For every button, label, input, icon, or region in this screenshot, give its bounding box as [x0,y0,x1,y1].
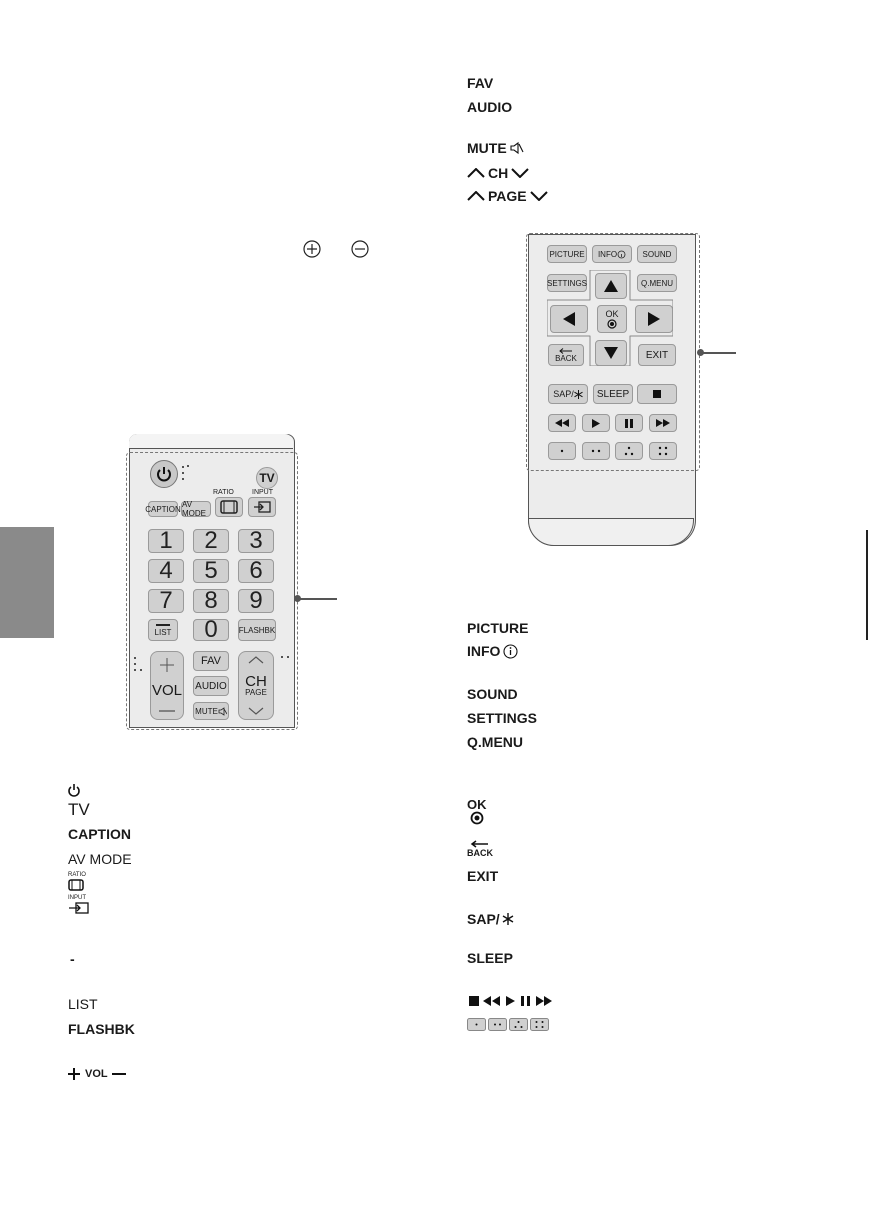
exit-button-label: EXIT [645,349,669,361]
legend-exit: EXIT [467,868,499,884]
dot-4-icon [531,1019,549,1031]
sleep-button-label: SLEEP [596,388,630,400]
input-label: INPUT [252,489,273,496]
legend-back [467,840,493,858]
fast-forward-icon [536,996,552,1006]
right-arrow-button[interactable] [635,305,673,333]
digit-8-button[interactable] [193,589,229,613]
legend-input-caption: INPUT [68,895,86,901]
ok-button[interactable] [597,305,627,333]
digit-2-label: 2 [204,527,218,554]
minus-icon [112,1072,126,1076]
legend-caption: CAPTION [68,826,131,842]
rewind-icon [555,419,569,427]
caption-button[interactable] [145,501,181,517]
dot-2-icon [489,1019,507,1031]
picture-button-label: PICTURE [549,249,585,259]
stop-icon [469,996,479,1006]
pause-icon [625,419,633,428]
speaker-mute-icon [510,141,524,155]
mute-button[interactable] [193,702,229,720]
back-button-label: BACK [555,353,577,363]
color-key-3[interactable] [615,442,643,460]
plus-icon [67,1067,81,1081]
settings-button-label: SETTINGS [547,278,588,288]
info-button[interactable] [592,245,632,263]
digit-5-button[interactable] [193,559,229,583]
chevron-up-icon [467,168,485,178]
legend-sleep: SLEEP [467,950,513,966]
down-arrow-button[interactable] [595,340,627,366]
power-icon [67,783,81,799]
color-key-1[interactable] [548,442,576,460]
digit-4-label: 4 [159,557,173,584]
rewind-button[interactable] [548,414,576,432]
color-key-4[interactable] [649,442,677,460]
chevron-down-icon [530,191,548,201]
dot-3-icon [510,1019,528,1031]
dots-indicator-icon [180,464,192,482]
audio-button[interactable] [193,676,229,696]
tv-button[interactable] [256,467,278,489]
legend-ok-label: OK [467,797,487,812]
volume-rocker[interactable] [150,651,184,720]
legend-flashbk: FLASHBK [68,1021,135,1037]
ratio-icon [68,879,84,891]
stop-icon [653,390,661,398]
ok-circle-icon [470,811,484,825]
channel-label: CH [245,673,267,690]
power-icon [155,465,173,483]
back-button[interactable] [548,344,584,366]
sap-button-label: SAP/ [553,389,574,399]
sound-button-label: SOUND [642,249,672,259]
digit-1-label: 1 [159,527,173,554]
picture-button[interactable] [547,245,587,263]
chevron-up-icon [467,191,485,201]
legend-qmenu: Q.MENU [467,734,523,750]
power-button[interactable] [150,460,178,488]
playback-icons-row [469,994,555,1008]
page-label: PAGE [245,688,267,697]
legend-picture: PICTURE [467,620,529,636]
up-arrow-button[interactable] [595,273,627,299]
info-circle-icon [503,644,518,659]
section-tab [0,527,54,638]
legend-ratio-caption: RATIO [68,872,86,878]
minus-circle-icon [350,239,370,259]
volume-down-icon [159,709,175,713]
legend-sound: SOUND [467,686,518,702]
up-arrow-icon [604,280,618,292]
dot-2-icon [590,447,602,455]
legend-sap [467,911,514,927]
mute-button-label: MUTE [195,706,218,716]
sap-button[interactable] [548,384,588,404]
chevron-down-icon [511,168,529,178]
legend-mute-label: MUTE [467,140,507,156]
legend-ok [467,798,487,825]
list-bar-icon [156,624,170,626]
page-edge-rule [866,530,868,640]
legend-settings: SETTINGS [467,710,538,726]
digit-8-label: 8 [204,587,218,614]
callout-dot [294,595,301,602]
asterisk-icon [502,913,514,925]
pause-button[interactable] [615,414,643,432]
plus-circle-icon [302,239,322,259]
play-icon [506,996,515,1006]
input-icon [68,902,90,914]
dot-3-icon [623,446,635,456]
input-icon [253,501,271,513]
speaker-mute-icon [218,707,227,716]
sleep-button[interactable] [593,384,633,404]
caption-button-label: CAPTION [145,504,181,514]
legend-mute [467,140,524,156]
left-arrow-icon [563,312,575,326]
audio-button-label: AUDIO [195,680,227,692]
digit-3-label: 3 [249,527,263,554]
volume-up-icon [160,658,174,672]
channel-rocker[interactable] [238,651,274,720]
digit-0-label: 0 [204,616,218,643]
digit-7-button[interactable] [148,589,184,613]
volume-label: VOL [151,682,182,699]
legend-page [467,188,548,204]
legend-tv: TV [68,800,90,819]
right-arrow-icon [648,312,660,326]
left-arrow-button[interactable] [550,305,588,333]
digit-9-label: 9 [249,587,263,614]
legend-page-label: PAGE [488,188,527,204]
ratio-label: RATIO [213,489,234,496]
legend-list: LIST [68,996,98,1012]
fav-button-label: FAV [201,655,221,667]
legend-sap-label: SAP/ [467,911,500,927]
digit-2-button[interactable] [193,529,229,553]
digit-5-label: 5 [204,557,218,584]
info-circle-icon [617,250,626,259]
callout-line [297,598,337,600]
legend-back-label: BACK [467,848,493,858]
play-button[interactable] [582,414,610,432]
pause-icon [521,996,530,1006]
digit-7-label: 7 [159,587,173,614]
fast-forward-button[interactable] [649,414,677,432]
legend-ch-label: CH [488,165,509,181]
sound-button[interactable] [637,245,677,263]
digit-0-button[interactable] [193,616,229,643]
legend-fav: FAV [467,75,494,91]
legend-ch [467,165,529,181]
asterisk-icon [574,390,583,399]
callout-line [700,352,736,354]
legend-audio: AUDIO [467,99,513,115]
dot-1-icon [557,447,567,455]
dots-indicator-icon [280,654,292,660]
down-arrow-icon [604,347,618,359]
fav-button[interactable] [193,651,229,671]
list-button[interactable] [148,619,178,641]
digit-3-button[interactable] [238,529,274,553]
input-button[interactable] [248,497,276,517]
exit-button[interactable] [638,344,676,366]
legend-dash: - [70,951,75,967]
legend-info [467,643,518,659]
legend-vol-label: VOL [85,1068,108,1080]
color-keys-row [467,1018,551,1032]
color-key-2[interactable] [582,442,610,460]
legend-vol [67,1067,126,1081]
stop-button[interactable] [637,384,677,404]
fast-forward-icon [656,419,670,427]
digit-4-button[interactable] [148,559,184,583]
ratio-icon [220,500,238,514]
ratio-button[interactable] [215,497,243,517]
channel-down-icon [248,707,264,715]
flashbk-button[interactable] [238,619,276,641]
digit-9-button[interactable] [238,589,274,613]
digit-6-label: 6 [249,557,263,584]
ok-button-label: OK [605,308,619,319]
channel-up-icon [248,656,264,664]
dot-4-icon [657,446,669,456]
rewind-icon [483,996,500,1006]
tv-button-label: TV [259,471,275,485]
ok-circle-icon [607,319,617,329]
legend-info-label: INFO [467,643,501,659]
qmenu-button-label: Q.MENU [641,278,673,288]
play-icon [592,419,600,428]
digit-1-button[interactable] [148,529,184,553]
flashbk-button-label: FLASHBK [238,625,276,635]
av-mode-button[interactable] [181,501,211,517]
digit-6-button[interactable] [238,559,274,583]
info-button-label: INFO [597,249,618,259]
av-mode-button-label: AV MODE [182,500,206,518]
callout-dot [697,349,704,356]
legend-av-mode: AV MODE [68,851,132,867]
dots-indicator-icon [132,656,146,674]
dot-1-icon [468,1019,486,1031]
list-button-label: LIST [154,627,172,637]
